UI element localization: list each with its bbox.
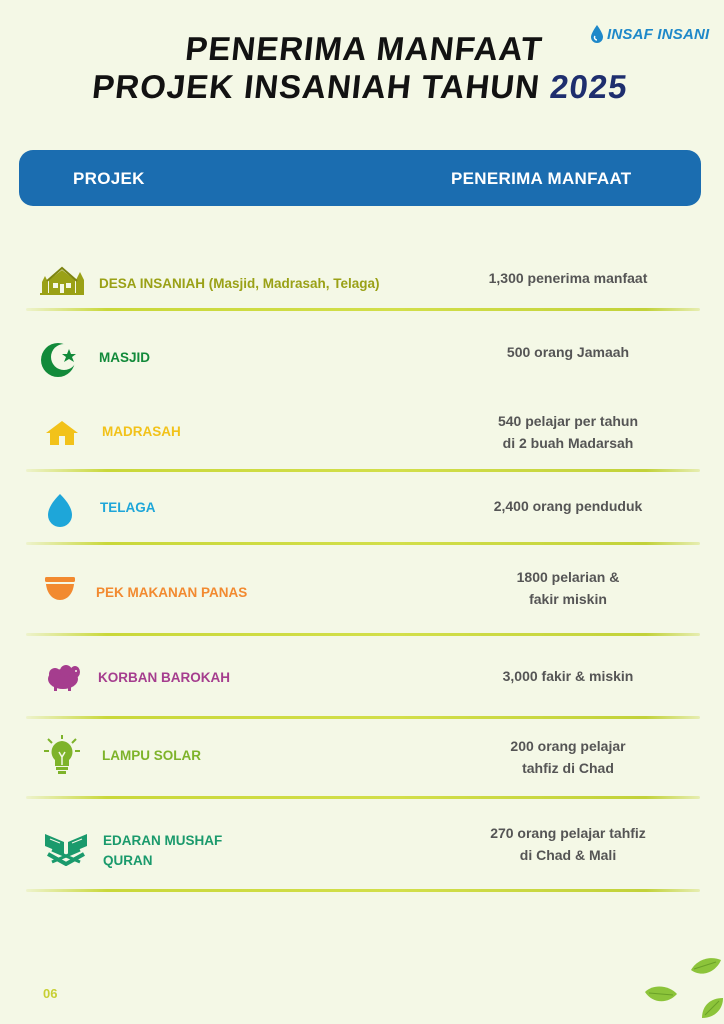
row-divider <box>26 889 700 892</box>
title-line-2 <box>0 68 724 106</box>
title-line-1: PENERIMA MANFAAT <box>183 30 545 67</box>
page-title <box>0 30 724 106</box>
sheep-icon <box>46 662 82 692</box>
row-label-lampu-solar: LAMPU SOLAR <box>102 748 201 763</box>
row-value-telaga: 2,400 orang penduduk <box>493 498 643 514</box>
row-label-edaran-mushaf-line-1: EDARAN MUSHAF <box>103 833 223 848</box>
row-value-lampu-solar-line-1: 200 orang pelajar <box>510 738 626 754</box>
row-label-masjid: MASJID <box>99 350 151 365</box>
table-row <box>0 820 724 880</box>
house-icon <box>45 420 79 446</box>
row-divider <box>26 469 700 472</box>
row-label-korban-barokah: KORBAN BAROKAH <box>98 670 230 685</box>
row-value-desa-insaniah: 1,300 penerima manfaat <box>488 270 648 286</box>
table-row <box>0 735 724 795</box>
row-divider <box>26 633 700 636</box>
table-row <box>0 410 724 470</box>
table-row <box>0 335 724 385</box>
row-value-masjid: 500 orang Jamaah <box>506 344 630 360</box>
leaf-decoration-icon <box>700 996 724 1020</box>
table-header <box>19 150 701 206</box>
row-label-telaga: TELAGA <box>100 500 156 515</box>
row-divider <box>26 542 700 545</box>
lightbulb-icon <box>40 735 84 775</box>
column-header-beneficiaries: PENERIMA MANFAAT <box>451 169 632 188</box>
bowl-icon <box>44 576 76 602</box>
water-drop-icon <box>46 493 74 527</box>
brand-name: INSAF INSANI <box>607 25 710 43</box>
row-value-korban-barokah: 3,000 fakir & miskin <box>502 668 634 684</box>
row-label-desa-insaniah: DESA INSANIAH (Masjid, Madrasah, Telaga) <box>99 276 380 291</box>
row-value-madrasah-line-2: di 2 buah Madarsah <box>502 435 634 451</box>
leaf-decoration-icon <box>644 984 678 1006</box>
row-value-edaran-mushaf-line-1: 270 orang pelajar tahfiz <box>490 825 646 841</box>
table-row <box>0 565 724 625</box>
row-value-edaran-mushaf-line-2: di Chad & Mali <box>519 847 617 863</box>
title-line-2-text: PROJEK INSANIAH TAHUN <box>90 68 553 105</box>
row-value-madrasah-line-1: 540 pelajar per tahun <box>497 413 639 429</box>
table-row <box>0 660 724 710</box>
quran-icon <box>42 830 90 866</box>
leaf-decoration-icon <box>690 956 722 978</box>
row-divider <box>26 308 700 311</box>
row-label-pek-makanan-panas: PEK MAKANAN PANAS <box>96 585 248 600</box>
row-divider <box>26 796 700 799</box>
row-divider <box>26 716 700 719</box>
village-icon <box>38 264 86 296</box>
row-value-pek-makanan-line-2: fakir miskin <box>529 591 607 607</box>
row-label-edaran-mushaf-line-2: QURAN <box>103 853 153 868</box>
row-value-lampu-solar-line-2: tahfiz di Chad <box>522 760 614 776</box>
table-row <box>0 490 724 540</box>
column-header-project: PROJEK <box>73 169 145 188</box>
page-number: 06 <box>43 986 58 1001</box>
row-label-madrasah: MADRASAH <box>102 424 181 439</box>
title-year: 2025 <box>548 68 630 105</box>
crescent-star-icon <box>41 341 79 379</box>
table-row <box>0 258 724 308</box>
row-value-pek-makanan-line-1: 1800 pelarian & <box>516 569 620 585</box>
